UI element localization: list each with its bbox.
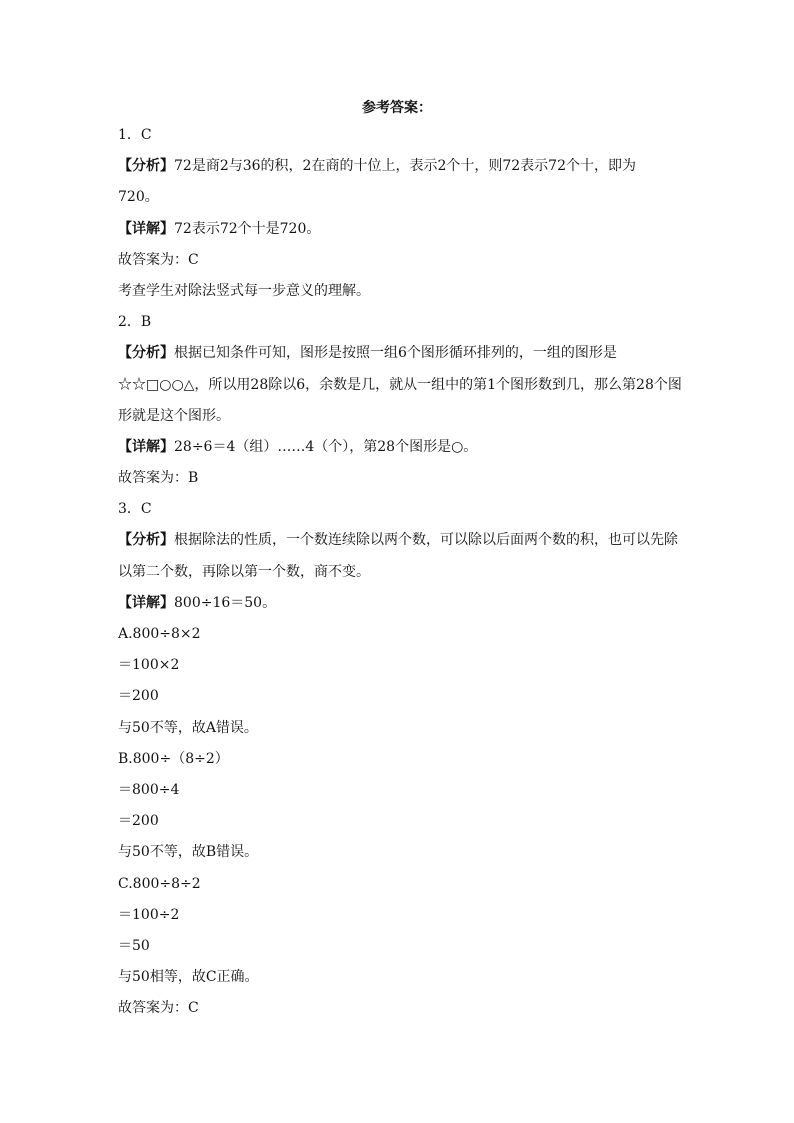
q2-analysis-text-1: 根据已知条件可知，图形是按照一组6个图形循环排列的，一组的图形是 xyxy=(174,345,617,362)
q3-step: C.800÷8÷2 xyxy=(118,875,201,892)
q2-analysis-line-2: ☆☆□○○△，所以用28除以6，余数是几，就从一组中的第1个图形数到几，那么第28个图 xyxy=(118,376,682,393)
q3-step: ＝100×2 xyxy=(118,657,180,674)
q2-analysis-tag: 【分析】 xyxy=(118,345,174,362)
q3-step: 与50不等，故A错误。 xyxy=(118,719,258,736)
q3-step: ＝50 xyxy=(118,937,150,954)
q3-step: A.800÷8×2 xyxy=(118,626,201,642)
q3-analysis-tag: 【分析】 xyxy=(118,532,174,549)
q3-analysis-line-1 xyxy=(118,525,678,556)
answer-content xyxy=(118,120,682,1024)
q3-detail-tag: 【详解】 xyxy=(118,594,174,611)
q2-number: 2．B xyxy=(118,314,152,331)
q3-step: ＝100÷2 xyxy=(118,906,180,923)
q2-detail-text: 28÷6＝4（组）……4（个），第28个图形是○。 xyxy=(174,438,478,455)
q3-number: 3．C xyxy=(118,501,152,518)
q2-answer: 故答案为：B xyxy=(118,470,199,487)
q3-analysis-text-1: 根据除法的性质，一个数连续除以两个数，可以除以后面两个数的积，也可以先除 xyxy=(174,532,678,549)
q1-analysis-tag: 【分析】 xyxy=(118,158,174,175)
q1-analysis-line-2: 720。 xyxy=(118,189,159,206)
q1-analysis-line-1 xyxy=(118,151,678,182)
q3-step: ＝200 xyxy=(118,688,159,705)
q3-answer: 故答案为：C xyxy=(118,1000,199,1017)
q3-detail-text: 800÷16＝50。 xyxy=(174,594,277,611)
q3-step: ＝800÷4 xyxy=(118,781,180,798)
q3-step: ＝200 xyxy=(118,813,159,830)
q1-analysis-text-1: 72是商2与36的积，2在商的十位上，表示2个十，则72表示72个十，即为 xyxy=(174,158,636,175)
page-title: 参考答案： xyxy=(362,100,432,116)
q2-analysis-line-3: 形就是这个图形。 xyxy=(118,407,230,424)
q1-detail-line xyxy=(118,214,678,245)
q2-analysis-line-1 xyxy=(118,338,678,369)
q1-detail-text: 72表示72个十是720。 xyxy=(174,220,321,237)
q3-analysis-line-2: 以第二个数，再除以第一个数，商不变。 xyxy=(118,563,370,580)
q3-detail-line xyxy=(118,588,678,619)
q3-step: 与50不等，故B错误。 xyxy=(118,844,259,861)
q1-answer: 故答案为：C xyxy=(118,251,199,268)
q3-step: 与50相等，故C正确。 xyxy=(118,969,259,986)
q3-step: B.800÷（8÷2） xyxy=(118,750,229,767)
q1-note: 考查学生对除法竖式每一步意义的理解。 xyxy=(118,282,370,299)
q2-detail-tag: 【详解】 xyxy=(118,438,174,455)
q2-detail-line xyxy=(118,432,678,463)
q1-number: 1．C xyxy=(118,127,152,143)
q1-detail-tag: 【详解】 xyxy=(118,220,174,237)
